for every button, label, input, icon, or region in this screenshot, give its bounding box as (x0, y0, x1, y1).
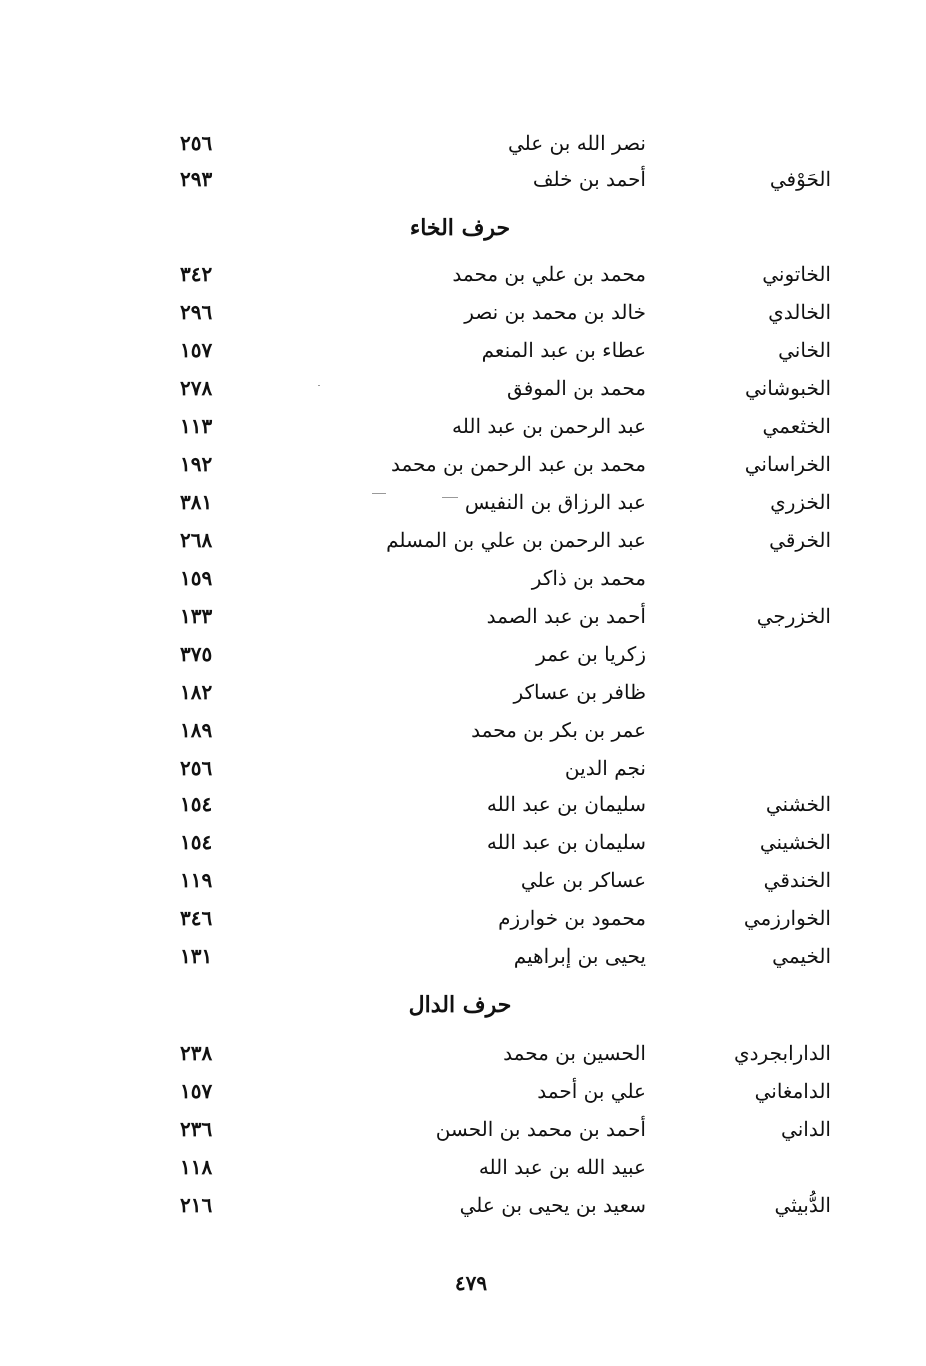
index-entry (0, 1036, 926, 1070)
entry-name: خالد بن محمد بن نصر (464, 300, 646, 324)
entry-name: عمر بن بكر بن محمد (471, 718, 646, 742)
section-heading-dal: حرف الدال (408, 992, 512, 1018)
entry-nisba: الخبوشاني (744, 376, 831, 400)
entry-name: سليمان بن عبد الله (486, 792, 646, 816)
entry-nisba: الخوارزمي (743, 906, 831, 930)
index-entry (0, 295, 926, 329)
entry-page-number: ٣٧٥ (180, 642, 213, 666)
entry-nisba: الخشيني (759, 830, 831, 854)
entry-name: عبد الرحمن بن علي بن المسلم (386, 528, 646, 552)
scan-speck (318, 385, 320, 386)
entry-page-number: ١٨٢ (180, 680, 213, 704)
entry-page-number: ١٥٧ (180, 338, 213, 362)
index-entry (0, 257, 926, 291)
entry-name: عبد الرحمن بن عبد الله (452, 414, 646, 438)
index-entry (0, 485, 926, 519)
entry-page-number: ١٣٣ (180, 604, 213, 628)
entry-nisba: الدامغاني (754, 1079, 831, 1103)
entry-page-number: ٢٣٨ (180, 1041, 213, 1065)
index-entry (0, 901, 926, 935)
index-entry (0, 863, 926, 897)
index-entry (0, 637, 926, 671)
entry-page-number: ١١٨ (180, 1155, 213, 1179)
entry-nisba: الخشني (765, 792, 831, 816)
entry-nisba: الخزري (770, 490, 831, 514)
index-entry (0, 787, 926, 821)
entry-name: أحمد بن عبد الصمد (486, 604, 646, 628)
section-heading-kha: حرف الخاء (409, 215, 511, 241)
entry-page-number: ٢٩٦ (180, 300, 213, 324)
entry-page-number: ٢٣٦ (180, 1117, 213, 1141)
page-number: ٤٧٩ (454, 1271, 488, 1295)
index-entry (0, 825, 926, 859)
entry-name: ظافر بن عساكر (513, 680, 646, 704)
entry-page-number: ١٣١ (180, 944, 213, 968)
entry-page-number: ٢٥٦ (180, 756, 213, 780)
scan-speck (442, 497, 458, 498)
entry-name: سعيد بن يحيى بن علي (459, 1193, 646, 1217)
entry-name: عبيد الله بن عبد الله (478, 1155, 646, 1179)
entry-name: الحسين بن محمد (503, 1041, 646, 1065)
entry-nisba: الخثعمي (762, 414, 831, 438)
entry-page-number: ٢٦٨ (180, 528, 213, 552)
entry-name: يحيى بن إبراهيم (513, 944, 646, 968)
index-entry (0, 126, 926, 160)
index-entry (0, 333, 926, 367)
entry-name: محمود بن خوارزم (498, 906, 646, 930)
entry-page-number: ٣٨١ (180, 490, 213, 514)
entry-page-number: ٣٤٢ (180, 262, 213, 286)
entry-page-number: ١٥٩ (180, 566, 213, 590)
index-entry (0, 939, 926, 973)
index-entry (0, 447, 926, 481)
entry-page-number: ٣٤٦ (180, 906, 213, 930)
entry-page-number: ١٥٤ (180, 792, 213, 816)
entry-nisba: الخندقي (763, 868, 831, 892)
index-entry (0, 561, 926, 595)
entry-page-number: ١٨٩ (180, 718, 213, 742)
entry-nisba: الدُّبيثي (774, 1193, 831, 1217)
entry-name: علي بن أحمد (537, 1079, 646, 1103)
entry-name: محمد بن الموفق (507, 376, 646, 400)
entry-nisba: الخزرجي (756, 604, 831, 628)
entry-name: سليمان بن عبد الله (486, 830, 646, 854)
entry-name: أحمد بن خلف (532, 167, 646, 191)
index-entry (0, 1188, 926, 1222)
entry-page-number: ١١٣ (180, 414, 213, 438)
index-entry (0, 751, 926, 785)
entry-nisba: الخاني (778, 338, 831, 362)
entry-name: زكريا بن عمر (536, 642, 646, 666)
entry-nisba: الخيمي (772, 944, 831, 968)
index-entry (0, 523, 926, 557)
entry-nisba: الخراساني (744, 452, 831, 476)
index-entry (0, 1112, 926, 1146)
index-entry (0, 1074, 926, 1108)
entry-page-number: ١٩٢ (180, 452, 213, 476)
entry-name: محمد بن ذاكر (531, 566, 646, 590)
index-entry (0, 1150, 926, 1184)
index-entry (0, 599, 926, 633)
entry-name: عبد الرزاق بن النفيس (464, 490, 646, 514)
index-entry (0, 371, 926, 405)
entry-page-number: ١٥٤ (180, 830, 213, 854)
index-entry (0, 409, 926, 443)
entry-page-number: ٢٥٦ (180, 131, 213, 155)
entry-name: نجم الدين (564, 756, 646, 780)
entry-name: محمد بن علي بن محمد (452, 262, 646, 286)
entry-page-number: ٢٧٨ (180, 376, 213, 400)
entry-nisba: الخاتوني (762, 262, 831, 286)
scan-speck (372, 493, 386, 494)
entry-name: أحمد بن محمد بن الحسن (435, 1117, 646, 1141)
entry-nisba: الخالدي (768, 300, 831, 324)
entry-nisba: الداني (781, 1117, 831, 1141)
entry-page-number: ١١٩ (180, 868, 213, 892)
entry-nisba: الحَوْفي (769, 167, 831, 191)
index-entry (0, 675, 926, 709)
index-entry (0, 162, 926, 196)
entry-name: عساكر بن علي (520, 868, 646, 892)
entry-name: عطاء بن عبد المنعم (481, 338, 646, 362)
index-entry (0, 713, 926, 747)
entry-page-number: ١٥٧ (180, 1079, 213, 1103)
entry-page-number: ٢٩٣ (180, 167, 213, 191)
entry-name: محمد بن عبد الرحمن بن محمد (390, 452, 646, 476)
entry-nisba: الدارابجردي (734, 1041, 831, 1065)
entry-name: نصر الله بن علي (507, 131, 646, 155)
entry-nisba: الخرقي (769, 528, 831, 552)
entry-page-number: ٢١٦ (180, 1193, 213, 1217)
